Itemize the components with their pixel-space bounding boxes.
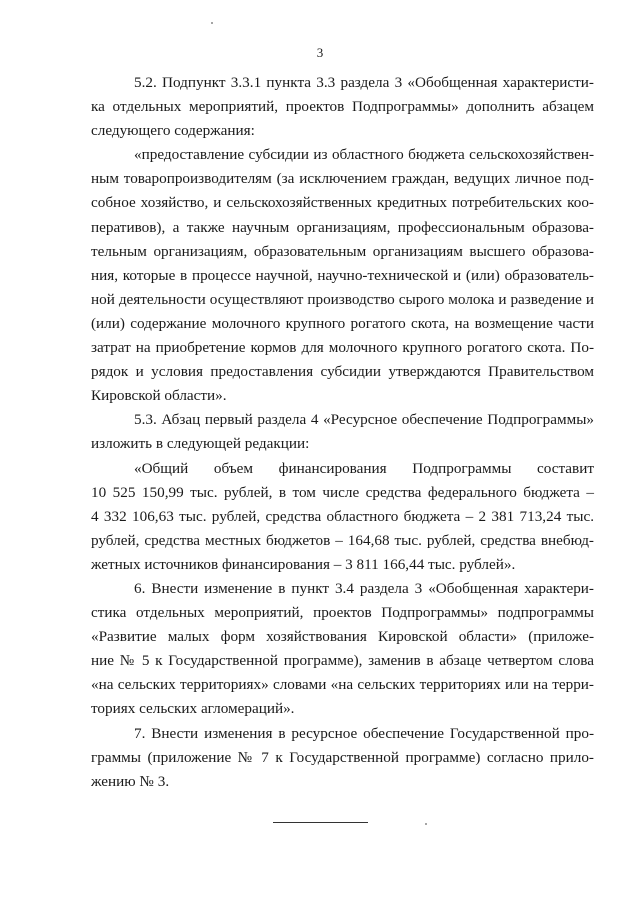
text-line: «Общий объем финансирования Подпрограммы составит <box>134 459 594 477</box>
text-line: (или) содержание молочного крупного рогатого скота, на возмещение части <box>91 314 594 332</box>
text-line: тельным организациям, образовательным организациям высшего образова- <box>91 242 594 260</box>
text-line: 7. Внести изменения в ресурсное обеспечение Государственной про- <box>134 724 594 742</box>
text-line: жению № 3. <box>91 772 170 790</box>
text-line: перативов), а также научным организациям, профессиональным образова- <box>91 218 594 236</box>
document-body <box>91 71 594 794</box>
closing-rule <box>273 822 368 823</box>
text-line: «предоставление субсидии из областного бюджета сельскохозяйствен- <box>134 146 594 164</box>
scan-speck <box>425 823 427 825</box>
text-line: «на сельских территориях» словами «на сельских территориях или на терри- <box>91 676 594 694</box>
text-line: стика отдельных мероприятий, проектов Подпрограммы» подпрограммы <box>91 604 594 622</box>
scan-speck <box>211 22 213 24</box>
text-line: 5.3. Абзац первый раздела 4 «Ресурсное обеспечение Подпрограммы» <box>134 411 594 429</box>
text-line: Кировской области». <box>91 387 227 405</box>
text-line: ния, которые в процессе научной, научно-технической и (или) образователь- <box>91 266 594 284</box>
text-line: 10 525 150,99 тыс. рублей, в том числе средства федерального бюджета – <box>91 483 594 501</box>
text-line: изложить в следующей редакции: <box>91 435 310 453</box>
text-line: ка отдельных мероприятий, проектов Подпрограммы» дополнить абзацем <box>91 98 594 116</box>
text-line: ториях сельских агломераций». <box>91 700 295 718</box>
text-line: рядок и условия предоставления субсидии утверждаются Правительством <box>91 363 594 381</box>
text-line: 4 332 106,63 тыс. рублей, средства областного бюджета – 2 381 713,24 тыс. <box>91 507 594 525</box>
text-line: ным товаропроизводителям (за исключением граждан, ведущих личное под- <box>91 170 594 188</box>
text-line: ние № 5 к Государственной программе), заменив в абзаце четвертом слова <box>91 652 594 670</box>
text-line: затрат на приобретение кормов для молочного крупного рогатого скота. По- <box>91 339 594 357</box>
text-line: 5.2. Подпункт 3.3.1 пункта 3.3 раздела 3 «Обобщенная характеристи- <box>134 74 594 91</box>
text-line: собное хозяйство, и сельскохозяйственных кредитных потребительских коо- <box>91 194 594 212</box>
text-line: следующего содержания: <box>91 122 255 140</box>
text-line: рублей, средства местных бюджетов – 164,68 тыс. рублей, средства внебюд- <box>91 531 594 549</box>
text-line: ной деятельности осуществляют производство сырого молока и разведение и <box>91 290 594 308</box>
text-line: жетных источников финансирования – 3 811 166,44 тыс. рублей». <box>91 555 516 573</box>
text-line: граммы (приложение № 7 к Государственной программе) согласно прило- <box>91 748 594 766</box>
text-line: 6. Внести изменение в пункт 3.4 раздела 3 «Обобщенная характери- <box>134 579 594 597</box>
page-number: 3 <box>316 45 324 60</box>
text-line: «Развитие малых форм хозяйствования Кировской области» (приложе- <box>91 628 594 646</box>
